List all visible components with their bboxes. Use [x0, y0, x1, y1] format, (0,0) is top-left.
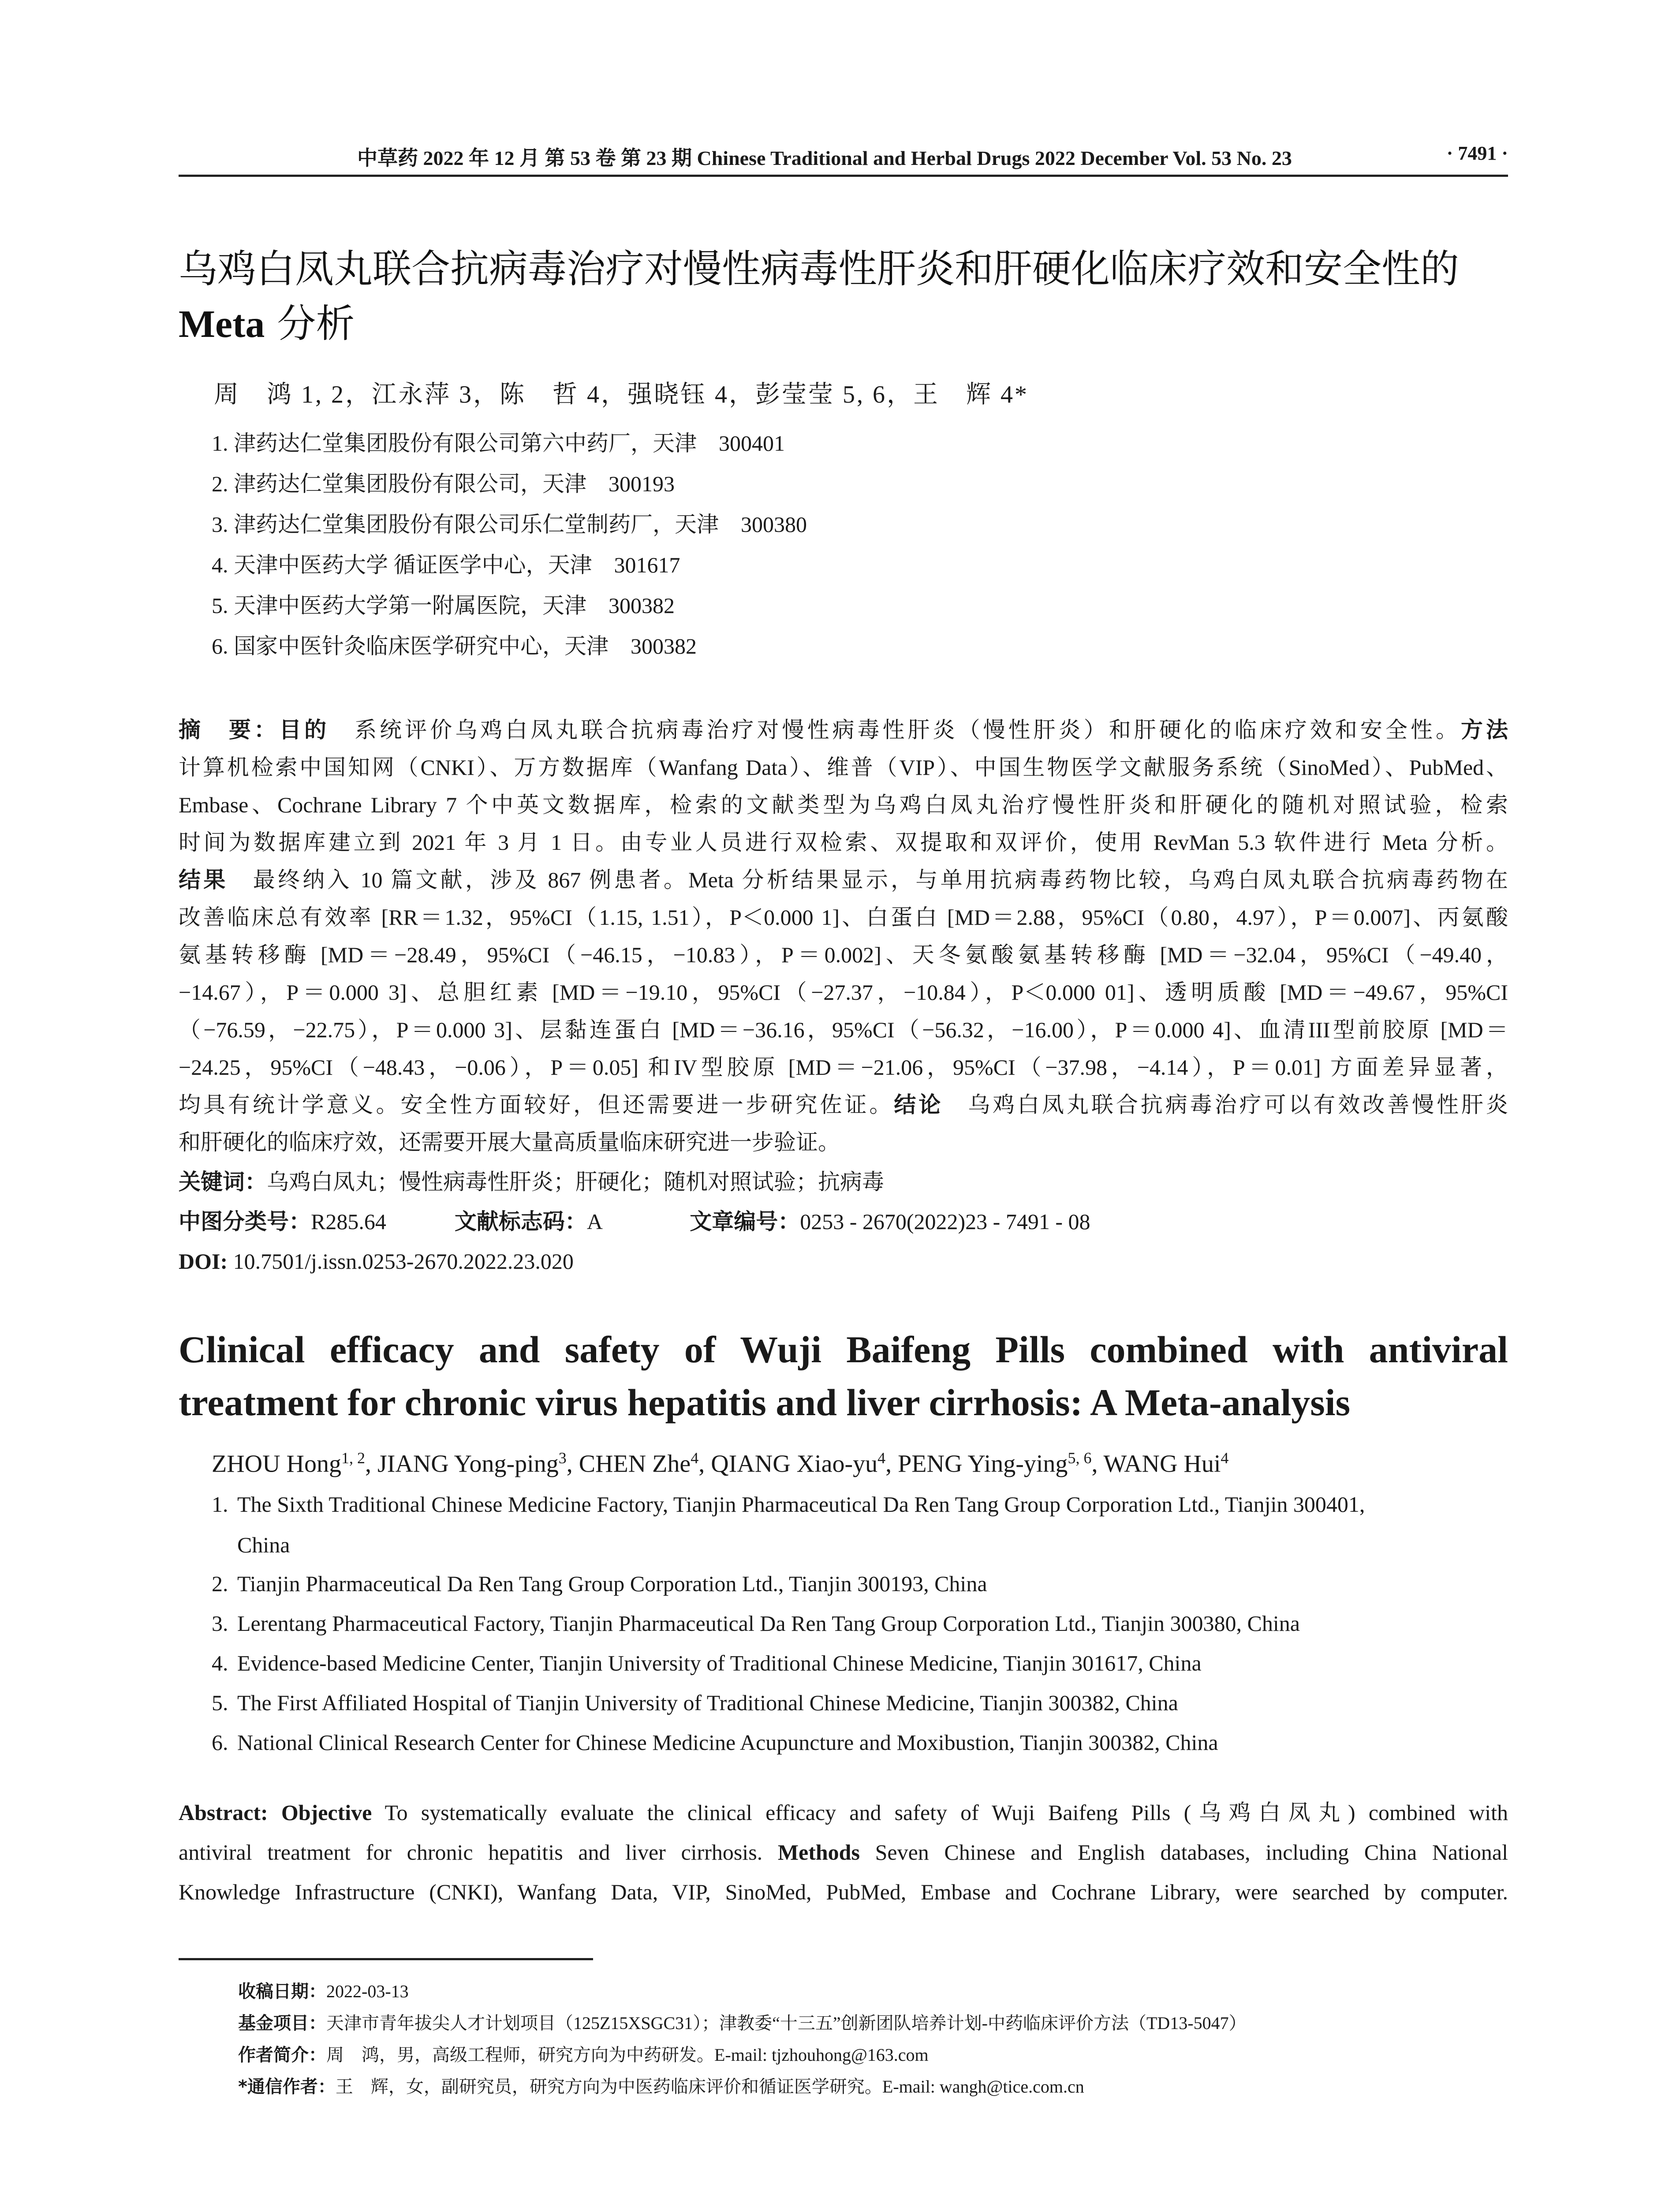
footnote-corresponding: *通信作者：王 辉，女，副研究员，研究方向为中医药临床评价和循证医学研究。E-mail: wangh@tice.com.cn — [238, 2077, 1084, 2097]
english-authors: ZHOU Hong$^{1, 2}$, JIANG Yong-ping$^3$, CHEN Zhe$^4$, QIANG Xiao-$yu^4$, PENG Ying-ying$^{5, 6}$, WANG Hui$^4$ — [212, 1449, 1229, 1478]
abstract-en-line: antiviral treatment for chronic hepatitis and liver cirrhosis. Methods Seven Chinese and English databases, including China National — [179, 1840, 1508, 1865]
doi: DOI: 10.7501/j.issn.0253-2670.2022.23.020 — [179, 1249, 574, 1274]
footnote-author-bio: 作者简介：周 鸿，男，高级工程师，研究方向为中药研发。E-mail: tjzhouhong@163.com — [238, 2045, 929, 2065]
abstract-zh-line: 氨基转移酶 [MD＝−28.49，95%CI（−46.15，−10.83），P＝0.002]、天冬氨酸氨基转移酶 [MD＝−32.04，95%CI（−49.40， — [179, 942, 1508, 967]
journal-info: 中草药 2022 年 12 月 第 53 卷 第 23 期 Chinese Traditional and Herbal Drugs 2022 December Vol. 53 No. 23 — [357, 147, 1292, 169]
english-title — [179, 1323, 1508, 1429]
abstract-zh-line: （−76.59，−22.75），P＝0.000 3]、层黏连蛋白 [MD＝−36.16，95%CI（−56.32，−16.00），P＝0.000 4]、血清III型前胶原 [MD＝ — [179, 1017, 1508, 1042]
abstract-zh-line: −14.67），P＝0.000 3]、总胆红素 [MD＝−19.10，95%CI（−27.37，−10.84），P＜0.000 01]、透明质酸 [MD＝−49.67，95%CI — [179, 980, 1508, 1005]
chinese-affiliation: 2. 津药达仁堂集团股份有限公司，天津 300193 — [212, 471, 675, 496]
chinese-affiliation: 1. 津药达仁堂集团股份有限公司第六中药厂，天津 300401 — [212, 431, 785, 456]
header-rule — [179, 175, 1508, 177]
page-number: · 7491 · — [1446, 142, 1508, 164]
abstract-zh-line: Embase、Cochrane Library 7 个中英文数据库，检索的文献类型为乌鸡白凤丸治疗慢性肝炎和肝硬化的随机对照试验，检索 — [179, 792, 1508, 817]
abstract-zh-line: 计算机检索中国知网（CNKI）、万方数据库（Wanfang Data）、维普（VIP）、中国生物医学文献服务系统（SinoMed）、PubMed、 — [179, 755, 1508, 780]
chinese-title — [179, 242, 1508, 352]
chinese-title-line1: 乌鸡白凤丸联合抗病毒治疗对慢性病毒性肝炎和肝硬化临床疗效和安全性的 — [179, 246, 1460, 292]
english-affiliation: 2. Tianjin Pharmaceutical Da Ren Tang Group Corporation Ltd., Tianjin 300193, China — [212, 1571, 987, 1596]
english-title-line1: Clinical efficacy and safety of Wuji Baifeng Pills combined with antiviral — [179, 1328, 1508, 1371]
chinese-authors: 周 鸿 1, 2，江永萍 3，陈 哲 4，强晓钰 4，彭莹莹 5, 6，王 辉 4* — [214, 381, 1029, 408]
english-affiliation: 5. The First Affiliated Hospital of Tianjin University of Traditional Chinese Medicine, Tianjin 300382, China — [212, 1690, 1178, 1715]
abstract-zh-line: 改善临床总有效率 [RR＝1.32，95%CI（1.15, 1.51），P＜0.000 1]、白蛋白 [MD＝2.88，95%CI（0.80，4.97），P＝0.007]、丙氨酸 — [179, 905, 1508, 930]
abstract-en-line: Abstract: Objective To systematically evaluate the clinical efficacy and safety of Wuji Baifeng Pills (乌鸡白凤丸) combined with — [179, 1800, 1508, 1825]
abstract-zh-line: −24.25，95%CI（−48.43，−0.06），P＝0.05] 和IV型胶原 [MD＝−21.06，95%CI（−37.98，−4.14），P＝0.01] 方面差异显著， — [179, 1055, 1508, 1080]
english-affiliation: 4. Evidence-based Medicine Center, Tianjin University of Traditional Chinese Medicine, Tianjin 301617, China — [212, 1651, 1202, 1675]
english-affiliation: 6. National Clinical Research Center for Chinese Medicine Acupuncture and Moxibustion, Tianjin 300382, China — [212, 1730, 1218, 1755]
abstract-zh-line: 均具有统计学意义。安全性方面较好，但还需要进一步研究佐证。结论 乌鸡白凤丸联合抗病毒治疗可以有效改善慢性肝炎 — [179, 1092, 1508, 1117]
english-affiliation: 3. Lerentang Pharmaceutical Factory, Tianjin Pharmaceutical Da Ren Tang Group Corporation Ltd., Tianjin 300380, China — [212, 1611, 1300, 1636]
chinese-title-line2: Meta 分析 — [179, 301, 355, 346]
abstract-zh-line: 摘 要：目的 系统评价乌鸡白凤丸联合抗病毒治疗对慢性病毒性肝炎（慢性肝炎）和肝硬化的临床疗效和安全性。方法 — [179, 717, 1508, 743]
footnote-rule — [179, 1958, 593, 1960]
english-title-line2: treatment for chronic virus hepatitis and liver cirrhosis: A Meta-analysis — [179, 1381, 1351, 1424]
classification-zh: 中图分类号：R285.64 文献标志码：A 文章编号：0253 - 2670(2022)23 - 7491 - 08 — [179, 1209, 1090, 1234]
abstract-zh-line: 和肝硬化的临床疗效，还需要开展大量高质量临床研究进一步验证。 — [179, 1130, 840, 1155]
footnote-funding: 基金项目：天津市青年拔尖人才计划项目（125Z15XSGC31）；津教委“十三五”创新团队培养计划-中药临床评价方法（TD13-5047） — [238, 2013, 1247, 2033]
chinese-affiliation: 6. 国家中医针灸临床医学研究中心，天津 300382 — [212, 634, 697, 658]
english-affiliation: 1. The Sixth Traditional Chinese Medicine Factory, Tianjin Pharmaceutical Da Ren Tang Group Corporation Ltd., Tianjin 300401, China — [212, 1492, 1365, 1557]
running-header — [179, 142, 1508, 177]
footnote-received: 收稿日期：2022-03-13 — [238, 1981, 409, 2002]
abstract-zh-line: 时间为数据库建立到 2021 年 3 月 1 日。由专业人员进行双检索、双提取和双评价，使用 RevMan 5.3 软件进行 Meta 分析。 — [179, 830, 1508, 855]
chinese-affiliation: 3. 津药达仁堂集团股份有限公司乐仁堂制药厂，天津 300380 — [212, 512, 807, 537]
abstract-en-line: Knowledge Infrastructure (CNKI), Wanfang Data, VIP, SinoMed, PubMed, Embase and Cochrane Library, were searched by computer. — [179, 1880, 1508, 1904]
chinese-affiliation: 5. 天津中医药大学第一附属医院，天津 300382 — [212, 593, 675, 618]
chinese-affiliation: 4. 天津中医药大学 循证医学中心，天津 301617 — [212, 553, 680, 577]
abstract-zh-line: 结果 最终纳入 10 篇文献，涉及 867 例患者。Meta 分析结果显示，与单用抗病毒药物比较，乌鸡白凤丸联合抗病毒药物在 — [179, 867, 1508, 893]
keywords-zh: 关键词：乌鸡白凤丸；慢性病毒性肝炎；肝硬化；随机对照试验；抗病毒 — [179, 1169, 884, 1195]
